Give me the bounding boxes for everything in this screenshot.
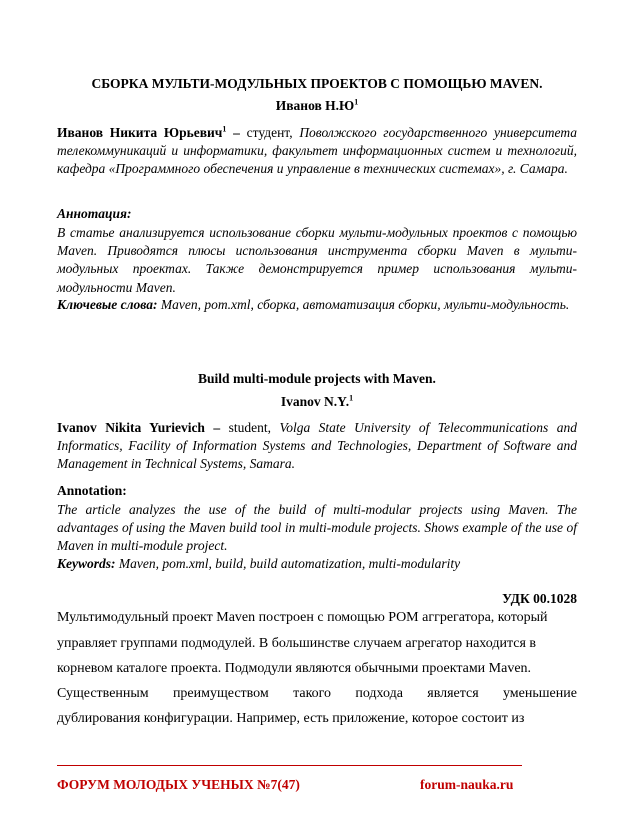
body-line-4-word: уменьшение (502, 686, 577, 701)
footer-site-link[interactable]: forum-nauka.ru (420, 777, 514, 792)
body-line-1: Мультимодульный проект Maven построен с помощью POM аггрегатора, который (57, 610, 548, 625)
body-line-4-word: Существенным (57, 686, 149, 701)
footer-divider (57, 765, 522, 766)
body-line-5: дублирования конфигурации. Например, есть приложение, которое состоит из (57, 711, 525, 726)
body-line-4-word: подхода (355, 686, 403, 701)
ru-author-short-name: Иванов Н.Ю (275, 98, 355, 113)
en-author-short-sup: 1 (349, 393, 354, 403)
en-affiliation: Volga State University of Telecommunications and Informatics, Facility of Information Systems and Technologies, Department of Software and Management in Technical Systems, Samara. (57, 420, 577, 472)
ru-keywords (57, 296, 577, 314)
ru-author-full: Иванов Никита Юрьевич (57, 125, 223, 140)
en-annotation-heading: Annotation: (57, 483, 127, 498)
ru-keywords-label: Ключевые слова: (57, 297, 158, 312)
en-author-short-name: Ivanov N.Y. (280, 394, 350, 409)
ru-affiliation: Поволжского государственного университета телекоммуникаций и информатики, факультет информационных систем и технологий, кафедра «Программного обеспечения и управление в технических системах», г. Самара. (57, 125, 577, 177)
en-author-info (57, 419, 577, 474)
ru-title: СБОРКА МУЛЬТИ-МОДУЛЬНЫХ ПРОЕКТОВ С ПОМОЩЬЮ MAVEN. (91, 76, 543, 91)
body-line-4-word: такого (293, 686, 332, 701)
body-line-2: управляет группами подмодулей. В большинстве случаем агрегатор находится в (57, 636, 537, 651)
body-line-4-word: является (427, 686, 479, 701)
ru-author-dash: – (226, 125, 247, 140)
ru-author-full-sup: 1 (222, 124, 227, 134)
body-line-4-word: преимуществом (172, 686, 269, 701)
ru-author-info (57, 124, 577, 179)
ru-annotation-text: В статье анализируется использование сборки мульти-модульных проектов с помощью Maven. Приводятся плюсы использования инструмента сборки Maven в мульти-модульных проектах. Также демонстрируется пример использования мульти-модульности Maven. (57, 225, 577, 295)
udk-code: УДК 00.1028 (502, 591, 577, 606)
en-author-short (57, 394, 577, 410)
en-author-role: student, (228, 420, 280, 435)
ru-annotation-heading: Аннотация: (57, 206, 132, 221)
ru-keywords-text: Maven, pom.xml, сборка, автоматизация сборки, мульти-модульность. (157, 297, 570, 312)
ru-author-short (57, 98, 577, 114)
en-author-dash: – (204, 420, 229, 435)
body-line-4 (57, 686, 577, 702)
en-keywords-label: Keywords: (57, 556, 116, 571)
en-author-full: Ivanov Nikita Yurievich (57, 420, 205, 435)
footer-journal: ФОРУМ МОЛОДЫХ УЧЕНЫХ №7(47) (57, 777, 300, 792)
en-keywords (57, 555, 577, 573)
en-keywords-text: Maven, pom.xml, build, build automatization, multi-modularity (115, 556, 461, 571)
en-title: Build multi-module projects with Maven. (198, 371, 436, 386)
ru-author-role: студент, (246, 125, 300, 140)
ru-author-short-sup: 1 (354, 97, 359, 107)
body-line-3: корневом каталоге проекта. Подмодули являются обычными проектами Maven. (57, 661, 532, 676)
en-annotation-text: The article analyzes the use of the build of multi-modular projects using Maven. The advantages of using the Maven build tool in multi-module projects. Shows example of the use of Maven in multi-module project. (57, 502, 577, 554)
